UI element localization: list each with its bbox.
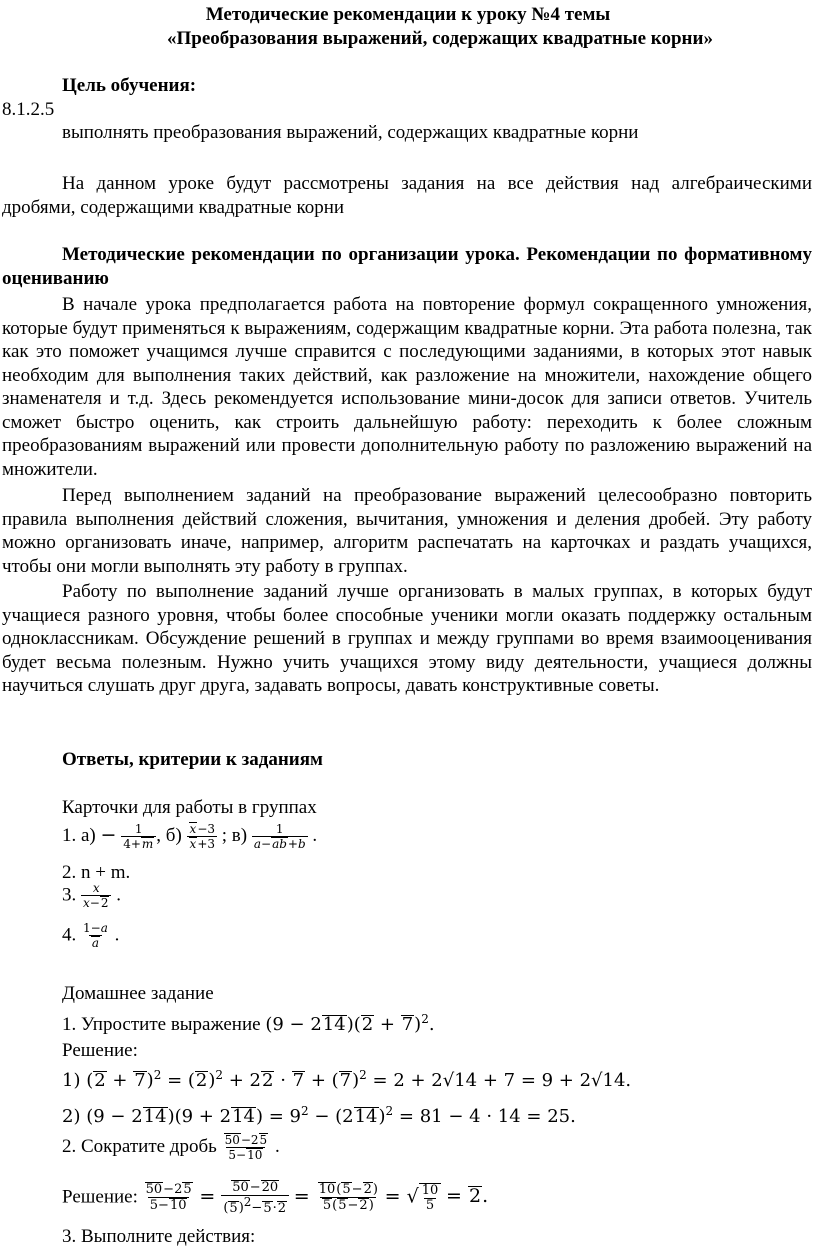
- solution-2: Решение: $\frac{50-25}{5-10}$ = $\frac{50-20}{(5)^2-5\cdot 2}$ = $\frac{10(5-2)}{5(5-2)}$ = √ $\frac{10}{5}$ = 2.: [62, 1180, 489, 1216]
- answer-item-1: 1. а) − $\frac{1}{4+m}$ , б) $\frac{x-3}{x+3}$ ; в) $\frac{1}{a-ab+b}$ .: [62, 821, 318, 852]
- cards-title: Карточки для работы в группах: [62, 797, 317, 818]
- page-subtitle: [0, 28, 816, 50]
- solution-label: Решение:: [62, 1040, 138, 1061]
- line-2-tail: = 81 − 4 · 14 = 25.: [398, 1106, 576, 1127]
- line-1-tail: = 2 + 2√14 + 7 = 9 + 2√14.: [372, 1070, 632, 1091]
- answer-2-text: 2. n + m.: [62, 862, 131, 883]
- methods-paragraph-1: В начале урока предполагается работа на повторение формул сокращенного умножения, которые будут применяться к выражениям, содержащим квадратные корни. Эта работа полезна, так как это поможет учащимся лучше справится с последующими заданиями, в которых этот навык необходим для выполнения таких действий, как разложение на множители, нахождение общего знаменателя и т.д. Здесь рекомендуется использование мини-досок для записи ответов. Учитель сможет быстро оценить, как строить дальнейшую работу: переходить к более сложным преобразованиям выражений или провести дополнительную работу по разложению выражений на множители.: [2, 294, 812, 480]
- solution-line-2: 2) $(9 - 214)(9 + 214) = 9^2 - (214)^2 = 81 - 4 \cdot 14 = 25$.: [62, 1104, 576, 1127]
- homework-task-3: 3. Выполните действия:: [62, 1226, 256, 1247]
- line-1-label: 1): [62, 1070, 81, 1091]
- task-1-label: 1. Упростите выражение: [62, 1014, 261, 1035]
- answers-heading: Ответы, критерии к заданиям: [62, 749, 323, 770]
- fraction: $\frac{x}{x-2}$: [81, 882, 111, 910]
- solution-line-1: 1) $(2 + 7)^2 = (2)^2 + 22 \cdot 7 + (7)^2 = 2 + 2√14 + 7 = 9 + 2√14$.: [62, 1068, 632, 1091]
- homework-title: Домашнее задание: [62, 983, 214, 1004]
- page-title: [0, 4, 816, 26]
- methods-heading: Методические рекомендации по организации урока. Рекомендации по формативному оцениванию: [2, 244, 812, 289]
- homework-task-2: 2. Сократите дробь $\frac{50-25}{5-10}$ .: [62, 1133, 280, 1163]
- title-line-1: Методические рекомендации к уроку №4 темы: [205, 4, 611, 25]
- goal-text: выполнять преобразования выражений, содержащих квадратные корни: [62, 122, 639, 143]
- goal-heading: Цель обучения:: [62, 75, 197, 96]
- methods-paragraph-3: Работу по выполнение заданий лучше организовать в малых группах, в которых будут учащиеся разного уровня, чтобы более способные ученики могли оказать поддержку остальным одноклассникам. Обсуждение решений в группах и между группами во время взаимооценивания будет весьма полезным. Нужно учить учащихся этому виду деятельности, учащиеся должны научиться слушать друг друга, задавать вопросы, давать конструктивные советы.: [2, 581, 812, 696]
- fraction: $\frac{1-a}{a}$: [83, 921, 108, 951]
- intro-paragraph: На данном уроке будут рассмотрены задания на все действия над алгебраическими дробями, содержащими квадратные корни: [2, 173, 812, 218]
- fraction: $\frac{50-25}{5-10}$: [224, 1133, 268, 1163]
- fraction: $\frac{10}{5}$: [419, 1183, 442, 1214]
- title-line-2: «Преобразования выражений, содержащих квадратные корни»: [167, 28, 713, 49]
- fraction: $\frac{1}{a-ab+b}$: [253, 821, 306, 851]
- solution-2-label: Решение:: [62, 1186, 138, 1208]
- answer-1-b: , б): [156, 825, 182, 847]
- fraction: $\frac{1}{4+m}$: [121, 823, 156, 851]
- fraction: $\frac{50-20}{(5)^2-5\cdot 2}$: [221, 1180, 289, 1216]
- answer-3-label: 3.: [62, 884, 77, 906]
- task-2-label: 2. Сократите дробь: [62, 1136, 217, 1158]
- fraction: $\frac{x-3}{x+3}$: [187, 822, 217, 851]
- homework-task-1: 1. Упростите выражение $(9 - 214)(2 + 7)^2$.: [62, 1012, 435, 1035]
- answer-1-prefix: 1. а): [62, 825, 96, 847]
- fraction: $\frac{50-25}{5-10}$: [145, 1182, 192, 1214]
- goal-code: 8.1.2.5: [2, 99, 55, 120]
- line-2-label: 2): [62, 1106, 81, 1127]
- answer-4-label: 4.: [62, 924, 77, 946]
- fraction: $\frac{10(5-2)}{5(5-2)}$: [318, 1182, 378, 1214]
- answer-item-4: 4. $\frac{1-a}{a}$ .: [62, 921, 120, 951]
- answer-item-3: 3. $\frac{x}{x-2}$ .: [62, 881, 121, 911]
- methods-paragraph-2: Перед выполнением заданий на преобразование выражений целесообразно повторить правила выполнения действий сложения, вычитания, умножения и деления дробей. Эту работу можно организовать иначе, например, алгоритм распечатать на карточках и раздать учащихся, чтобы они могли выполнять эту работу в группах.: [2, 485, 812, 577]
- answer-1-c: ; в): [221, 825, 248, 847]
